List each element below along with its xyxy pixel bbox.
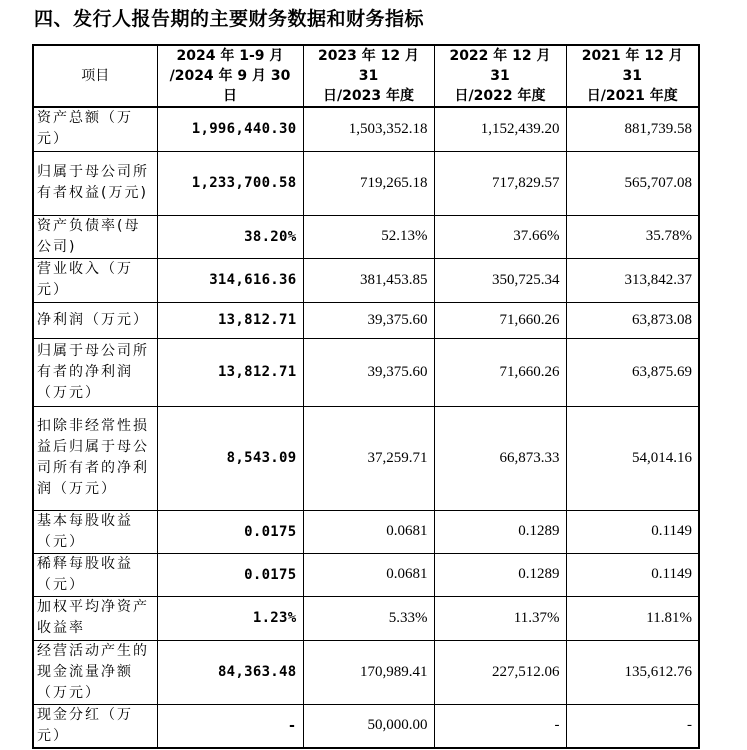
cell-value: 314,616.36 [157, 258, 303, 302]
cell-value: 8,543.09 [157, 406, 303, 510]
cell-value: 13,812.71 [157, 338, 303, 406]
table-row [33, 406, 699, 510]
header-line: /2024 年 9 月 30 日 [169, 68, 291, 104]
section-title: 四、发行人报告期的主要财务数据和财务指标 [34, 8, 425, 30]
cell-value: 0.1149 [566, 510, 699, 553]
financial-data-table [32, 44, 700, 749]
cell-value: 313,842.37 [566, 258, 699, 302]
cell-value: 0.0681 [303, 510, 434, 553]
cell-value: 1.23% [157, 596, 303, 640]
cell-value: 35.78% [566, 215, 699, 258]
cell-value: 71,660.26 [434, 338, 566, 406]
cell-value: 1,152,439.20 [434, 107, 566, 151]
cell-value: - [566, 704, 699, 748]
cell-value: 717,829.57 [434, 151, 566, 215]
cell-value: 13,812.71 [157, 302, 303, 338]
table-row [33, 258, 699, 302]
cell-value: 170,989.41 [303, 640, 434, 704]
cell-value: 84,363.48 [157, 640, 303, 704]
cell-value: 719,265.18 [303, 151, 434, 215]
cell-value: 0.0175 [157, 553, 303, 596]
table-row [33, 338, 699, 406]
cell-value: 1,503,352.18 [303, 107, 434, 151]
cell-value: 350,725.34 [434, 258, 566, 302]
row-label: 资产总额（万元） [33, 107, 157, 151]
table-row [33, 704, 699, 748]
cell-value: 63,875.69 [566, 338, 699, 406]
row-label: 营业收入（万元） [33, 258, 157, 302]
cell-value: 0.0175 [157, 510, 303, 553]
table-row [33, 151, 699, 215]
cell-value: 0.1149 [566, 553, 699, 596]
table-row [33, 510, 699, 553]
header-line: 2023 年 12 月 31 [317, 48, 420, 84]
cell-value: 71,660.26 [434, 302, 566, 338]
cell-value: 11.37% [434, 596, 566, 640]
cell-value: 565,707.08 [566, 151, 699, 215]
header-item [33, 45, 157, 107]
cell-value: 227,512.06 [434, 640, 566, 704]
cell-value: 52.13% [303, 215, 434, 258]
row-label: 基本每股收益（元） [33, 510, 157, 553]
header-line: 2021 年 12 月 31 [581, 48, 683, 84]
row-label: 资产负债率(母公司) [33, 215, 157, 258]
table-row [33, 640, 699, 704]
cell-value: 1,996,440.30 [157, 107, 303, 151]
header-line: 项目 [81, 68, 110, 84]
cell-value: 39,375.60 [303, 302, 434, 338]
cell-value: 381,453.85 [303, 258, 434, 302]
cell-value: 1,233,700.58 [157, 151, 303, 215]
header-line: 2022 年 12 月 31 [449, 48, 551, 84]
cell-value: 0.0681 [303, 553, 434, 596]
header-period-4 [566, 45, 699, 107]
row-label: 经营活动产生的现金流量净额（万元） [33, 640, 157, 704]
table-row [33, 107, 699, 151]
table-row [33, 215, 699, 258]
row-label: 净利润（万元） [33, 302, 157, 338]
table-row [33, 302, 699, 338]
table-body [33, 107, 699, 748]
header-period-2 [303, 45, 434, 107]
header-period-1 [157, 45, 303, 107]
cell-value: 39,375.60 [303, 338, 434, 406]
table-row [33, 596, 699, 640]
header-period-3 [434, 45, 566, 107]
cell-value: - [157, 704, 303, 748]
header-line: 日/2021 年度 [586, 88, 678, 104]
cell-value: 0.1289 [434, 510, 566, 553]
cell-value: 5.33% [303, 596, 434, 640]
header-line: 日/2023 年度 [323, 88, 414, 104]
cell-value: 37.66% [434, 215, 566, 258]
cell-value: 0.1289 [434, 553, 566, 596]
table-row [33, 553, 699, 596]
cell-value: 881,739.58 [566, 107, 699, 151]
cell-value: 135,612.76 [566, 640, 699, 704]
row-label: 归属于母公司所有者权益(万元) [33, 151, 157, 215]
row-label: 归属于母公司所有者的净利润（万元） [33, 338, 157, 406]
cell-value: 11.81% [566, 596, 699, 640]
cell-value: 37,259.71 [303, 406, 434, 510]
cell-value: 63,873.08 [566, 302, 699, 338]
header-line: 2024 年 1-9 月 [176, 48, 284, 64]
cell-value: 66,873.33 [434, 406, 566, 510]
row-label: 扣除非经常性损益后归属于母公司所有者的净利润（万元） [33, 406, 157, 510]
cell-value: 38.20% [157, 215, 303, 258]
row-label: 稀释每股收益（元） [33, 553, 157, 596]
row-label: 现金分红（万元） [33, 704, 157, 748]
table-header-row [33, 45, 699, 107]
cell-value: 54,014.16 [566, 406, 699, 510]
header-line: 日/2022 年度 [454, 88, 546, 104]
row-label: 加权平均净资产收益率 [33, 596, 157, 640]
cell-value: - [434, 704, 566, 748]
cell-value: 50,000.00 [303, 704, 434, 748]
